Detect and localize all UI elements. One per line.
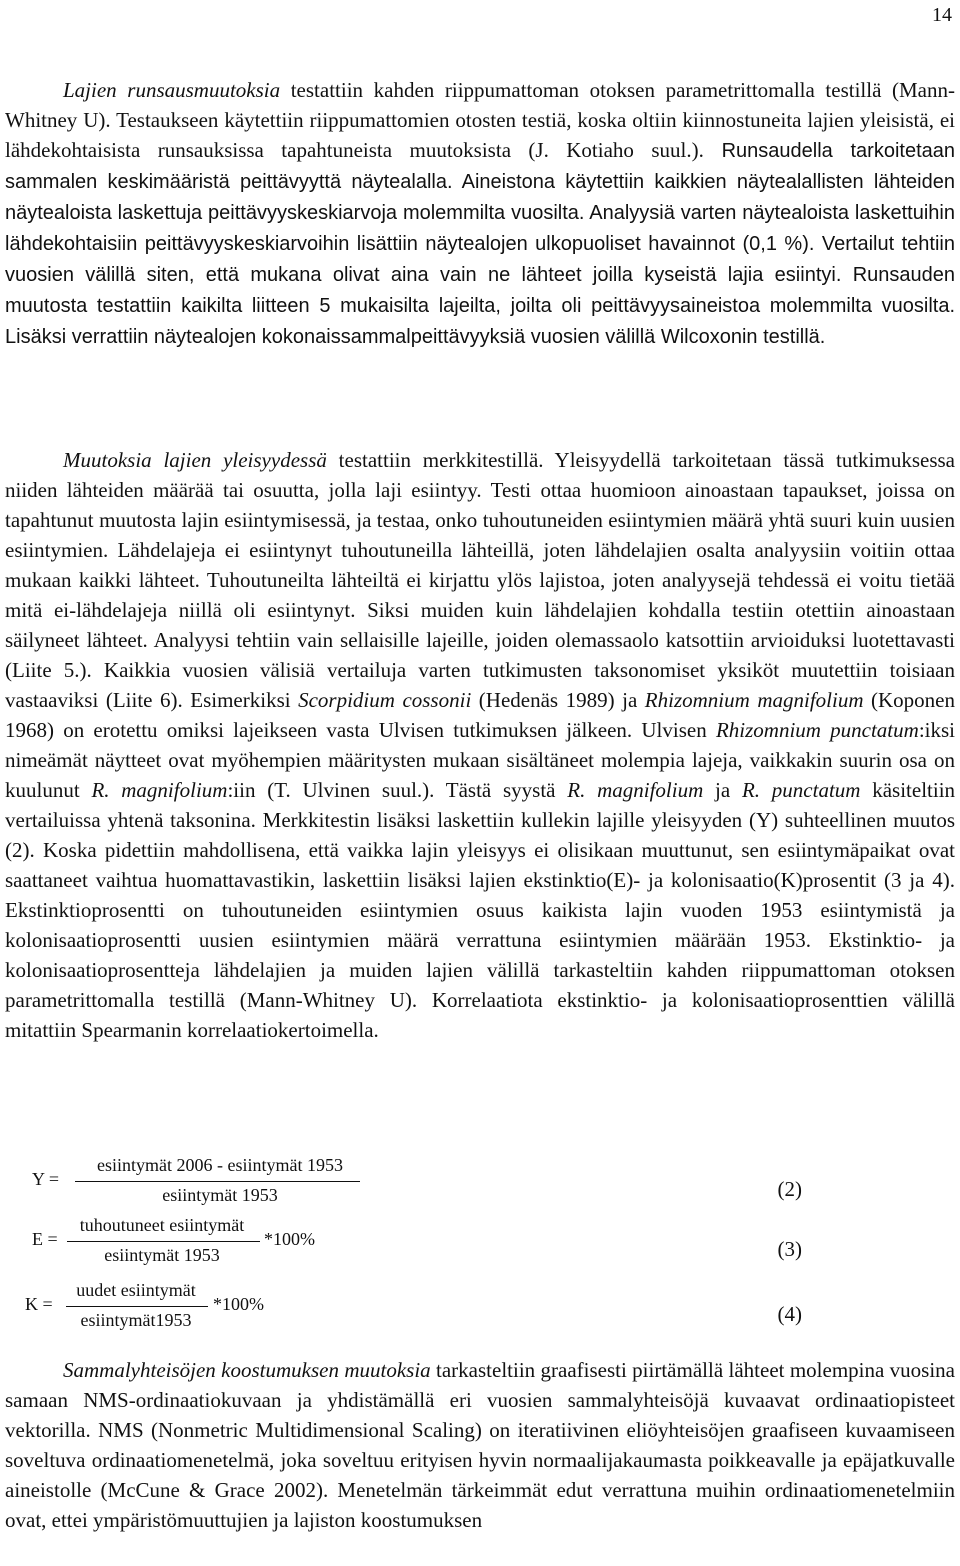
paragraph-text: (Koponen 1968) on erotettu omiksi lajeikseen vasta Ulvisen tutkimuksen jälkeen. Ulvisen: [5, 688, 955, 742]
paragraph-text: testattiin kahden riippumattoman otoksen parametrittomalla testillä (Mann-Whitney U). Testaukseen käytettiin riippumattomien otosten testiä, koska oltiin kiinnostuneita lajien yleisistä, ei lähdekohtaisista runsauksissa tapahtuneista muutoksista (J. Kotiaho suul.).: [5, 78, 955, 162]
paragraph-text: (Hedenäs 1989) ja: [471, 688, 645, 712]
species-name: Rhizomnium punctatum: [715, 718, 919, 742]
paragraph-text: :iin (T. Ulvinen suul.). Tästä syystä: [227, 778, 568, 802]
species-name: Rhizomnium magnifolium: [644, 688, 864, 712]
formula-colonization: [0, 1280, 960, 1340]
formula-extinction: [0, 1215, 960, 1275]
species-name: Scorpidium cossonii: [298, 688, 472, 712]
formula-lhs: Y =: [32, 1169, 59, 1189]
formula-denominator: esiintymät 1953: [104, 1245, 220, 1265]
paragraph-text: Runsaudella tarkoitetaan sammalen keskimääristä peittävyyttä näytealalla. Aineistona käytettiin kaikkien näytealallisten lähteiden näytealoista laskettuja peittävyyskeskiarvoja molemmilta vuosilta. Analyysiä varten näytealoista laskettuihin lähdekohtaisiin peittävyyskeskiarvoihin lisättiin näytealojen ulkopuoliset havainnot (0,1 %). Vertailut tehtiin vuosien välillä siten, että mukana olivat aina vain ne lähteet joilla kyseistä lajia esiintyi. Runsauden muutosta testattiin kaikilta liitteen 5 mukaisilta lajeilta, joilta oli peittävyysaineistoa molemmilta vuosilta. Lisäksi verrattiin näytealojen kokonaissammalpeittävyyksiä vuosien välillä Wilcoxonin testillä.: [5, 140, 955, 348]
formula-numerator: tuhoutuneet esiintymät: [79, 1215, 245, 1235]
formula-number: (4): [777, 1302, 802, 1326]
species-name: R. magnifolium: [567, 778, 704, 802]
formula-multiplier: *100%: [264, 1229, 315, 1249]
formula-denominator: esiintymät 1953: [162, 1185, 278, 1205]
paragraph-text: käsiteltiin vertailuissa yhtenä taksonina. Merkkitestin lisäksi laskettiin kullekin lajille yleisyyden (Y) suhteellinen muutos (2). Koska pidettiin mahdollisena, että vaikka lajin yleisyys ei olisikaan muuttunut, sen esiintymäpaikat ovat saattaneet vaihtua huomattavastikin, laskettiin lisäksi lajien ekstinktio(E)- ja kolonisaatio(K)prosentit (3 ja 4). Ekstinktioprosentti on tuhoutuneiden esiintymien osuus kaikista lajin vuoden 1953 esiintymistä ja kolonisaatioprosentti uusien esiintymien määrä verrattuna esiintymien määrään 1953. Ekstinktio- ja kolonisaatioprosentteja lähdelajien ja muiden lajien välillä tarkasteltiin kahden riippumattoman otoksen parametrittomalla testillä (Mann-Whitney U). Korrelaatiota ekstinktio- ja kolonisaatioprosenttien välillä mitattiin Spearmanin korrelaatiokertoimella.: [5, 778, 956, 1042]
formula-numerator: uudet esiintymät: [76, 1280, 196, 1300]
paragraph-lead-italic: Sammalyhteisöjen koostumuksen muutoksia: [63, 1358, 431, 1382]
paragraph-text: :iksi nimeämät näytteet ovat myöhempien määritysten mukaan sisältäneet molempia lajeja, vaikkakin suurin osa on kuulunut: [5, 718, 955, 802]
paragraph-text: ja: [703, 778, 742, 802]
paragraph-text: tarkasteltiin graafisesti piirtämällä lähteet molempina vuosina samaan NMS-ordinaatiokuvaan ja yhdistämällä eri vuosien sammalyhteisöjä kuvaavat ordinaatiopisteet vektorilla. NMS (Nonmetric Multidimensional Scaling) on iteratiivinen eliöyhteisöjen graafiseen kuvaamiseen soveltuva ordinaatiomenetelmä, joka soveltuu erityisen hyvin normaalijakaumasta poikkeavalle ja epäjatkuvalle aineistolle (McCune & Grace 2002). Menetelmän tärkeimmät edut verrattuna muihin ordinaatiomenetelmiin ovat, ettei ympäristömuuttujien ja lajiston koostumuksen: [5, 1358, 955, 1532]
formula-multiplier: *100%: [213, 1294, 264, 1314]
paragraph-species-frequency: [5, 445, 955, 1045]
paragraph-community-composition: [5, 1355, 955, 1535]
formula-number: (2): [777, 1177, 802, 1201]
formula-fraction-bar: [75, 1181, 360, 1182]
paragraph-lead-italic: Muutoksia lajien yleisyydessä: [63, 448, 327, 472]
formula-fraction-bar: [67, 1241, 260, 1242]
paragraph-text: testattiin merkkitestillä. Yleisyydellä tarkoitetaan tässä tutkimuksessa niiden lähteiden määrää tai osuutta, jolla laji esiintyy. Testi ottaa huomioon ainoastaan tapaukset, joissa on tapahtunut muutosta lajin esiintymisessä, ja testaa, onko tuhoutuneiden esiintymien määrä yhtä suuri kuin uusien esiintymien. Lähdelajeja ei esiintynyt tuhoutuneilla lähteillä, joten lähdelajien osalta analyysiin voitiin ottaa mukaan kaikki lähteet. Tuhoutuneilta lähteiltä ei kirjattu ylös lajistoa, joten analyysejä tehdessä ei voitu tietää mitä ei-lähdelajeja niillä oli esiintynyt. Siksi muiden kuin lähdelajien kohdalla testiin otettiin ainoastaan säilyneet lähteet. Analyysi tehtiin vain sellaisille lajeille, joiden olemassaolo katsottiin arvioiduksi luotettavasti (Liite 5.). Kaikkia vuosien välisiä vertailuja varten tutkimusten taksonomiset yksiköt muutettiin toisiaan vastaaviksi (Liite 6). Esimerkiksi: [5, 448, 955, 712]
formula-numerator: esiintymät 2006 - esiintymät 1953: [97, 1155, 343, 1175]
species-name: R. magnifolium: [91, 778, 228, 802]
species-name: R. punctatum: [741, 778, 861, 802]
paragraph-species-abundance: [5, 75, 955, 352]
formula-lhs: K =: [25, 1294, 53, 1314]
formula-fraction-bar: [66, 1306, 208, 1307]
formula-lhs: E =: [32, 1229, 58, 1249]
formula-denominator: esiintymät1953: [80, 1310, 192, 1330]
formula-number: (3): [777, 1237, 802, 1261]
page-number: 14: [932, 4, 952, 26]
formula-frequency-change: [0, 1155, 960, 1215]
paragraph-lead-italic: Lajien runsausmuutoksia: [63, 78, 281, 102]
